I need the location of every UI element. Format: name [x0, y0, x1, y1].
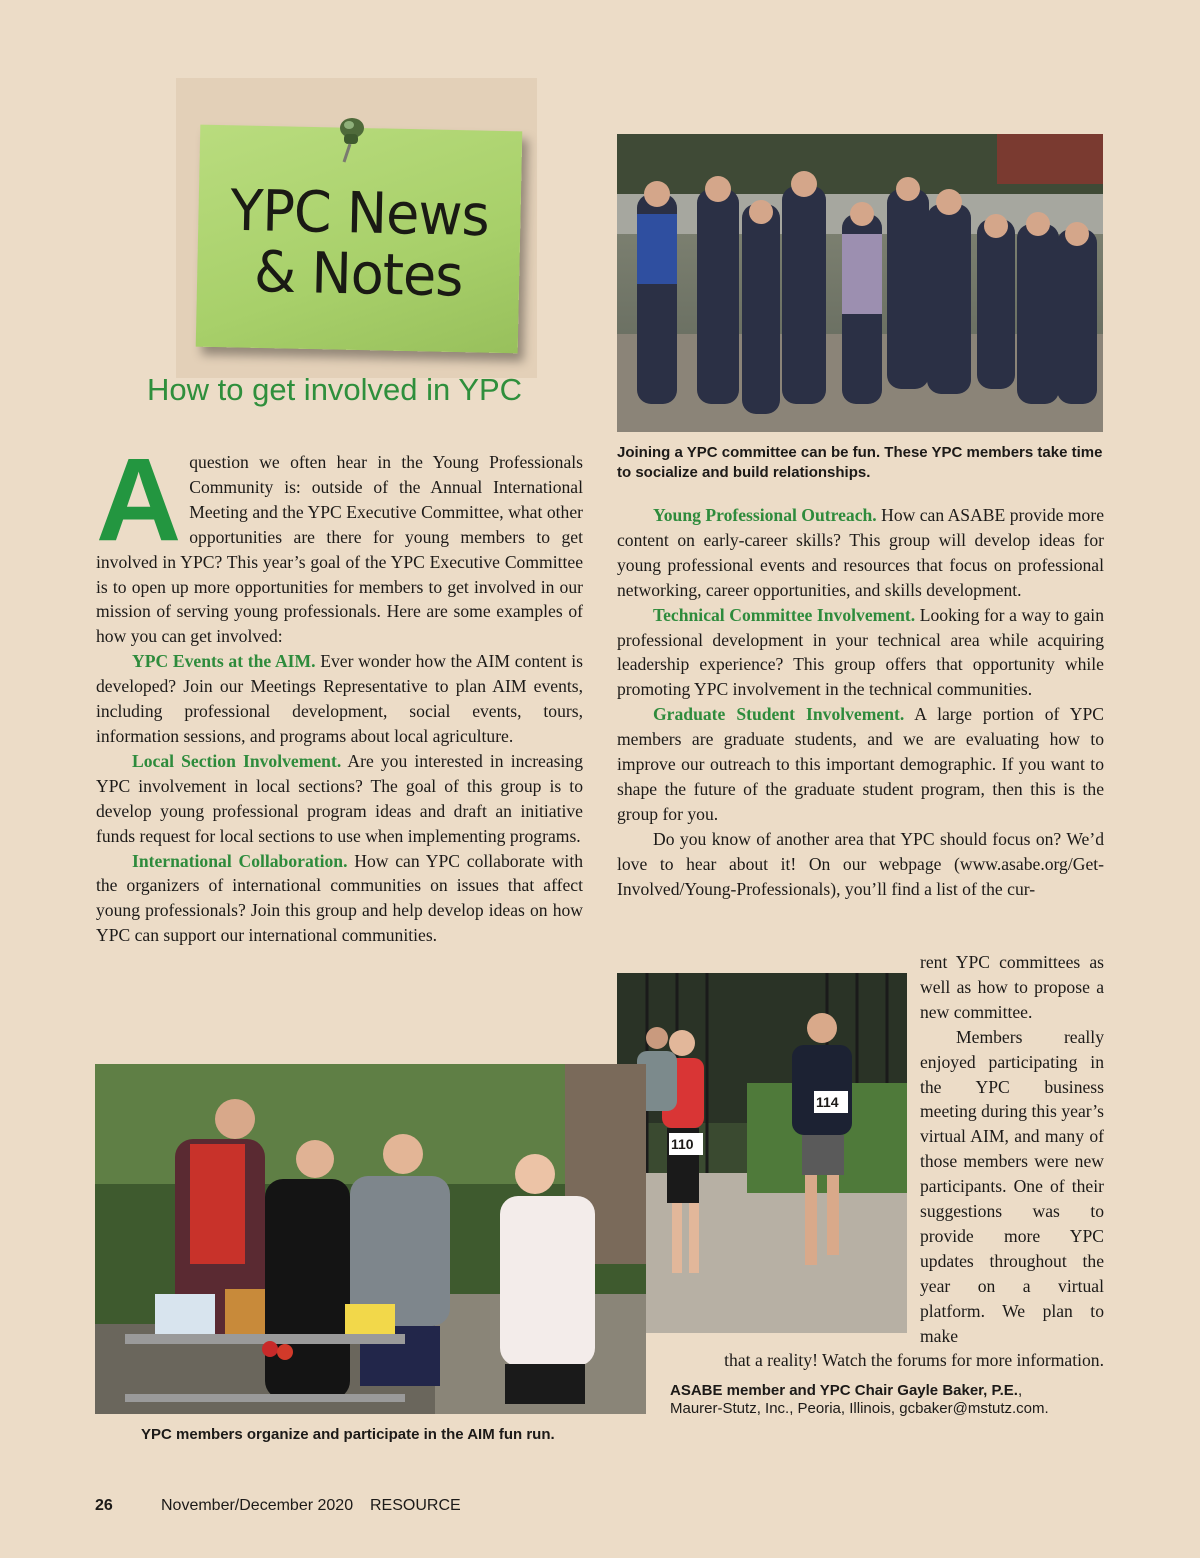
section-heading: Graduate Student Involvement.: [653, 704, 905, 725]
section-body: Are you interested in increasing YPC involvement in local sections? The goal of this group is to develop young professional program ideas and draft an initiative funds request for local sections to use when implementing programs.: [96, 750, 583, 846]
section-local-section: [96, 749, 583, 849]
section-body: How can YPC collaborate with the organizers of international communities on issues that affect young professionals? Join this group and help develop ideas on how YPC can support our international communities.: [96, 850, 584, 946]
author-block: ASABE member and YPC Chair Gayle Baker, P.E., Maurer-Stutz, Inc., Peoria, Illinois, gcbaker@mstutz.com.: [670, 1382, 1049, 1417]
title-line-1: YPC News: [229, 177, 490, 249]
article-subtitle: How to get involved in YPC: [147, 372, 523, 407]
runners-photo: [617, 973, 907, 1333]
title-line-2: & Notes: [253, 238, 464, 310]
fun-run-caption: YPC members organize and participate in the AIM fun run.: [141, 1426, 555, 1443]
author-affiliation: Maurer-Stutz, Inc., Peoria, Illinois, gcbaker@mstutz.com.: [670, 1400, 1049, 1417]
closing-line: that a reality! Watch the forums for more information.: [724, 1350, 1104, 1370]
right-column: [617, 503, 1104, 902]
paragraph-members: Members really enjoyed participating in the YPC business meeting during this year’s virtual AIM, and many of those members were new participants. One of their suggestions was to provide more YPC updates throughout the year on a virtual platform. We plan to make: [920, 1026, 1104, 1346]
section-outreach: [617, 503, 1104, 603]
section-title: [197, 177, 521, 310]
group-photo-caption: Joining a YPC committee can be fun. These YPC members take time to socialize and build relationships.: [617, 444, 1103, 481]
issue-date: November/December 2020: [161, 1497, 354, 1514]
narrow-column: [920, 950, 1104, 1349]
drop-cap: A: [96, 434, 182, 566]
group-photo: [617, 134, 1103, 432]
section-ypc-events: [96, 649, 583, 749]
bib-number: 110: [671, 1136, 694, 1152]
magazine-name: RESOURCE: [370, 1497, 461, 1514]
pushpin-icon: [330, 112, 370, 172]
bib-number: 114: [816, 1094, 839, 1110]
section-heading: Technical Committee Involvement.: [653, 604, 916, 625]
section-body: A large portion of YPC members are graduate students, and we are evaluating how to improve our outreach to this important demographic. If you want to shape the future of the graduate student program, then this is the group for you.: [617, 704, 1105, 824]
left-column: [96, 434, 584, 948]
page-number-text: 26: [95, 1497, 113, 1514]
section-heading: YPC Events at the AIM.: [132, 651, 316, 672]
section-heading: Young Professional Outreach.: [653, 505, 877, 525]
section-heading: International Collaboration.: [132, 850, 348, 871]
paragraph-webpage-cont: rent YPC committees as well as how to propose a new committee.: [920, 952, 1104, 1022]
section-body: Looking for a way to gain professional development in your technical area while acquiring leadership experience? This group offers that opportunity while promoting YPC involvement in the technical communities.: [617, 604, 1104, 700]
section-international: [96, 849, 583, 949]
section-graduate: [617, 702, 1104, 827]
section-body: How can ASABE provide more content on early-career skills? This group will develop ideas for young professional events and resources that focus on professional networking, career opportunities, and skills development.: [617, 505, 1105, 600]
page-number: [95, 1497, 113, 1515]
author-name: ASABE member and YPC Chair Gayle Baker, P.E.: [670, 1382, 1018, 1399]
section-heading: Local Section Involvement.: [132, 750, 342, 771]
section-body: Ever wonder how the AIM content is developed? Join our Meetings Representative to plan AIM events, including professional development, social events, tours, information sessions, and programs about local agriculture.: [96, 651, 583, 746]
intro-paragraph: question we often hear in the Young Professionals Community is: outside of the Annual International Meeting and the YPC Executive Committee, what other opportunities are there for young members to get involved in YPC? This year’s goal of the YPC Executive Committee is to open up more opportunities for members to get involved in our mission of serving young professionals. Here are some examples of how you can get involved:: [96, 452, 583, 647]
paragraph-webpage: Do you know of another area that YPC should focus on? We’d love to hear about it! On our webpage (www.asabe.org/Get-Involved/Young-Professionals), you’ll find a list of the cur-: [617, 828, 1104, 899]
section-technical: [617, 603, 1104, 703]
fun-run-photo: [95, 1064, 646, 1414]
